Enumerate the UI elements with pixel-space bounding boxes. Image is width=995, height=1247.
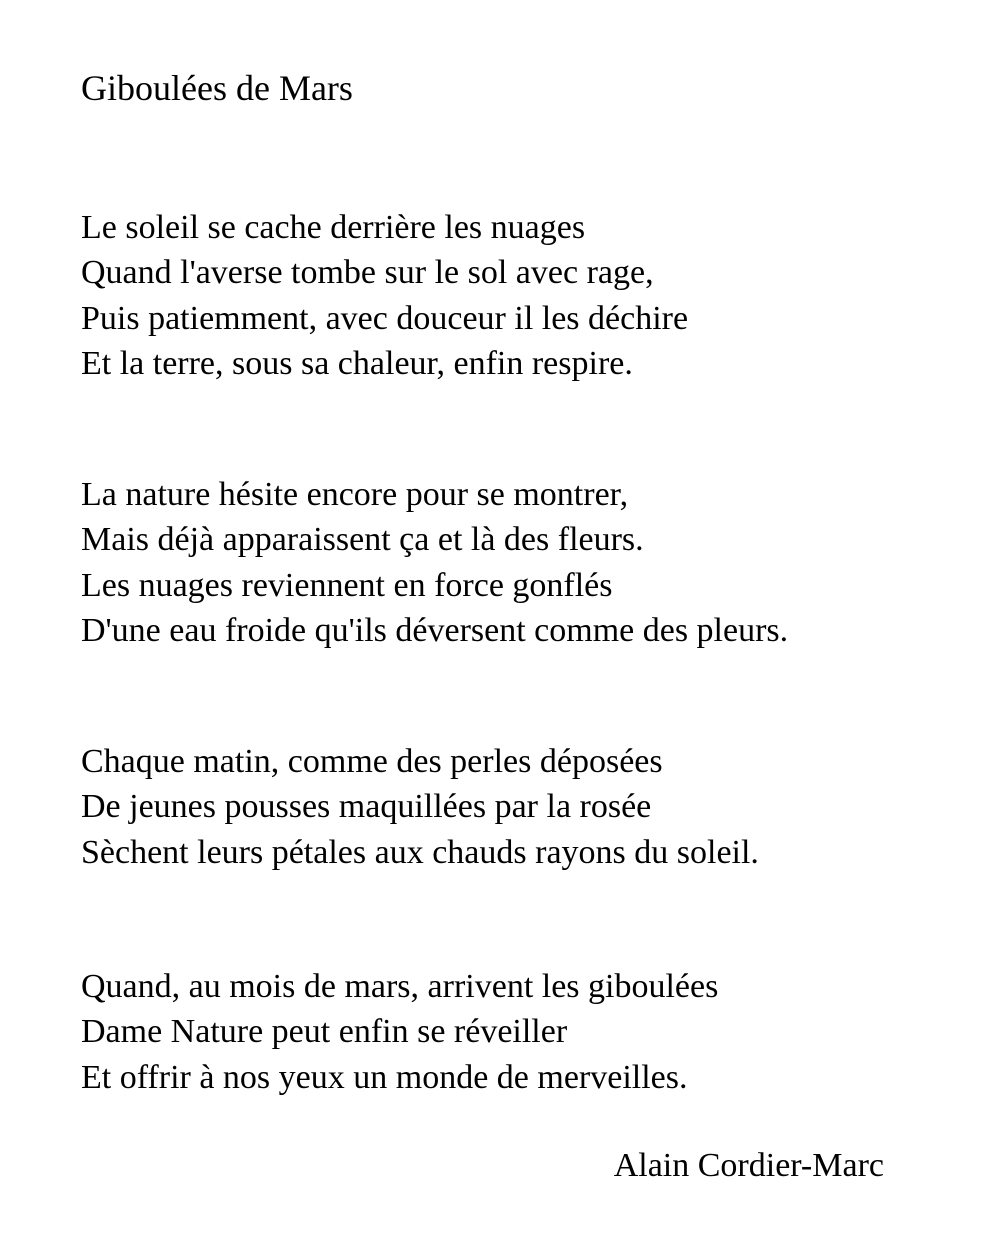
verse-line: Sèchent leurs pétales aux chauds rayons du soleil. [81, 833, 759, 871]
verse-line: Quand l'averse tombe sur le sol avec rage, [81, 254, 654, 292]
stanza-4 [81, 964, 718, 1100]
verse-line: Le soleil se cache derrière les nuages [81, 209, 586, 246]
verse-line: Et offrir à nos yeux un monde de merveilles. [81, 1058, 688, 1096]
verse-line: Mais déjà apparaissent ça et là des fleurs. [81, 521, 644, 559]
stanza-2 [81, 472, 788, 653]
verse-line: De jeunes pousses maquillées par la rosée [81, 788, 652, 826]
stanza-1 [81, 205, 688, 386]
verse-line: Dame Nature peut enfin se réveiller [81, 1013, 568, 1051]
stanza-3 [81, 739, 759, 875]
verse-line: Et la terre, sous sa chaleur, enfin respire. [81, 344, 633, 382]
poem-title: Giboulées de Mars [81, 68, 353, 108]
verse-line: Quand, au mois de mars, arrivent les giboulées [81, 968, 719, 1005]
verse-line: D'une eau froide qu'ils déversent comme des pleurs. [81, 611, 789, 649]
poem-author: Alain Cordier-Marc [613, 1147, 884, 1184]
verse-line: Puis patiemment, avec douceur il les déchire [81, 299, 689, 337]
verse-line: La nature hésite encore pour se montrer, [81, 476, 629, 513]
verse-line: Les nuages reviennent en force gonflés [81, 566, 613, 604]
verse-line: Chaque matin, comme des perles déposées [81, 743, 663, 780]
